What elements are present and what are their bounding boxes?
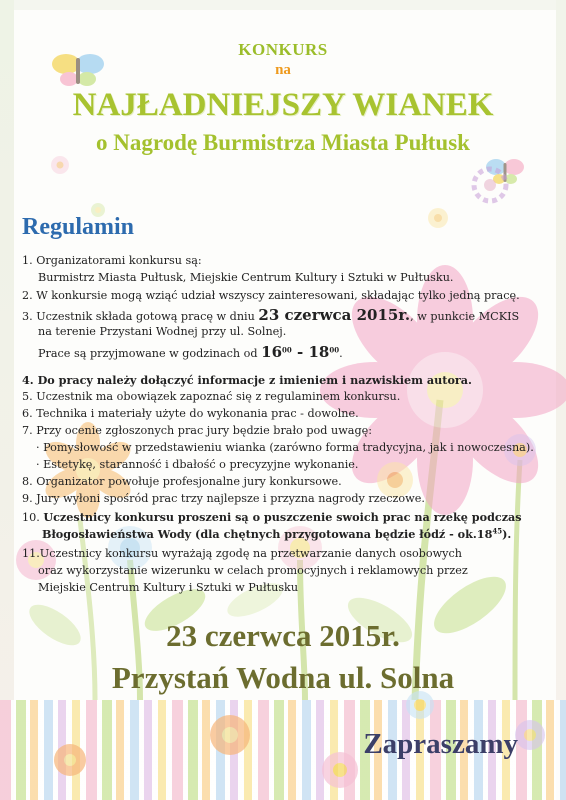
hour-end: 18 — [308, 343, 330, 361]
flower-icon — [210, 715, 250, 755]
rule-7: 7. Przy ocenie zgłoszonych prac jury będzie brało pod uwagę: — [22, 424, 373, 437]
na-label: na — [275, 62, 291, 78]
rule-11-line-3: Miejskie Centrum Kultury i Sztuki w Pułtusku — [38, 581, 299, 594]
rule-3-line-2: na terenie Przystani Wodnej przy ul. Solnej. — [38, 325, 287, 338]
rule-10-text-2: Błogosławieństwa Wody (dla chętnych przygotowana będzie łódź - ok.18 — [42, 527, 493, 541]
event-place: Przystań Wodna ul. Solna — [111, 660, 455, 695]
rule-3-line-1 — [22, 308, 519, 324]
rule-3-location: , w punkcie MCKIS — [410, 310, 520, 323]
flower-icon — [322, 752, 358, 788]
regulamin-heading: Regulamin — [22, 214, 135, 240]
rule-4-number: 4. — [22, 373, 34, 387]
hour-start: 16 — [261, 343, 283, 361]
invitation-text: Zapraszamy — [363, 728, 518, 760]
poster-title: NAJŁADNIEJSZY WIANEK — [72, 87, 494, 123]
rule-11-line-2: oraz wykorzystanie wizerunku w celach promocyjnych i reklamowych przez — [38, 564, 468, 577]
rule-10-number: 10. — [22, 511, 40, 524]
rule-4-text: Do pracy należy dołączyć informacje z imieniem i nazwiskiem autora. — [37, 373, 472, 387]
flower-icon — [54, 744, 86, 776]
minute-start: 00 — [282, 345, 292, 355]
rule-3-text: 3. Uczestnik składa gotową pracę w dniu — [22, 310, 255, 323]
event-date: 23 czerwca 2015r. — [166, 618, 400, 653]
rule-7-bullet-1: · Pomysłowość w przedstawieniu wianka (zarówno forma tradycyjna, jak i nowoczesna). — [36, 441, 534, 454]
small-flower-icon — [428, 208, 448, 228]
rule-3-line-3 — [38, 345, 343, 361]
rule-5: 5. Uczestnik ma obowiązek zapoznać się z regulaminem konkursu. — [22, 390, 401, 403]
rule-8: 8. Organizator powołuje profesjonalne jury konkursowe. — [22, 475, 342, 488]
rule-10-text: Uczestnicy konkursu proszeni są o puszczenie swoich prac na rzekę podczas — [43, 510, 522, 524]
rule-11-line-1: 11.Uczestnicy konkursu wyrażają zgodę na przetwarzanie danych osobowych — [22, 547, 462, 560]
poster-subtitle: o Nagrodę Burmistrza Miasta Pułtusk — [96, 130, 470, 155]
rule-10-minutes: 45 — [492, 526, 503, 536]
rule-7-bullet-2: · Estetykę, staranność i dbałość o precyzyjne wykonanie. — [36, 458, 359, 471]
small-flower-icon — [51, 156, 69, 174]
rule-10-line-1 — [22, 510, 522, 525]
rule-3-hours-text: Prace są przyjmowane w godzinach od — [38, 347, 258, 360]
flower-icon — [515, 720, 545, 750]
rule-1-line-1: 1. Organizatorami konkursu są: — [22, 254, 202, 267]
minute-end: 00 — [329, 345, 340, 355]
konkurs-label: KONKURS — [238, 40, 328, 59]
rule-9: 9. Jury wyłoni spośród prac trzy najlepsze i przyzna nagrody rzeczowe. — [22, 492, 425, 505]
rule-1-line-2: Burmistrz Miasta Pułtusk, Miejskie Centrum Kultury i Sztuki w Pułtusku. — [38, 271, 454, 284]
hour-separator: - — [291, 343, 309, 361]
rule-4 — [22, 373, 472, 387]
rule-10-end: ). — [502, 527, 512, 541]
rule-6: 6. Technika i materiały użyte do wykonania prac - dowolne. — [22, 407, 359, 420]
rule-3-date: 23 czerwca 2015r. — [258, 306, 411, 324]
rule-2: 2. W konkursie mogą wziąć udział wszyscy zainteresowani, składając tylko jedną pracę. — [22, 289, 520, 302]
rule-10-line-2 — [42, 527, 511, 541]
hours-period: . — [339, 347, 343, 360]
